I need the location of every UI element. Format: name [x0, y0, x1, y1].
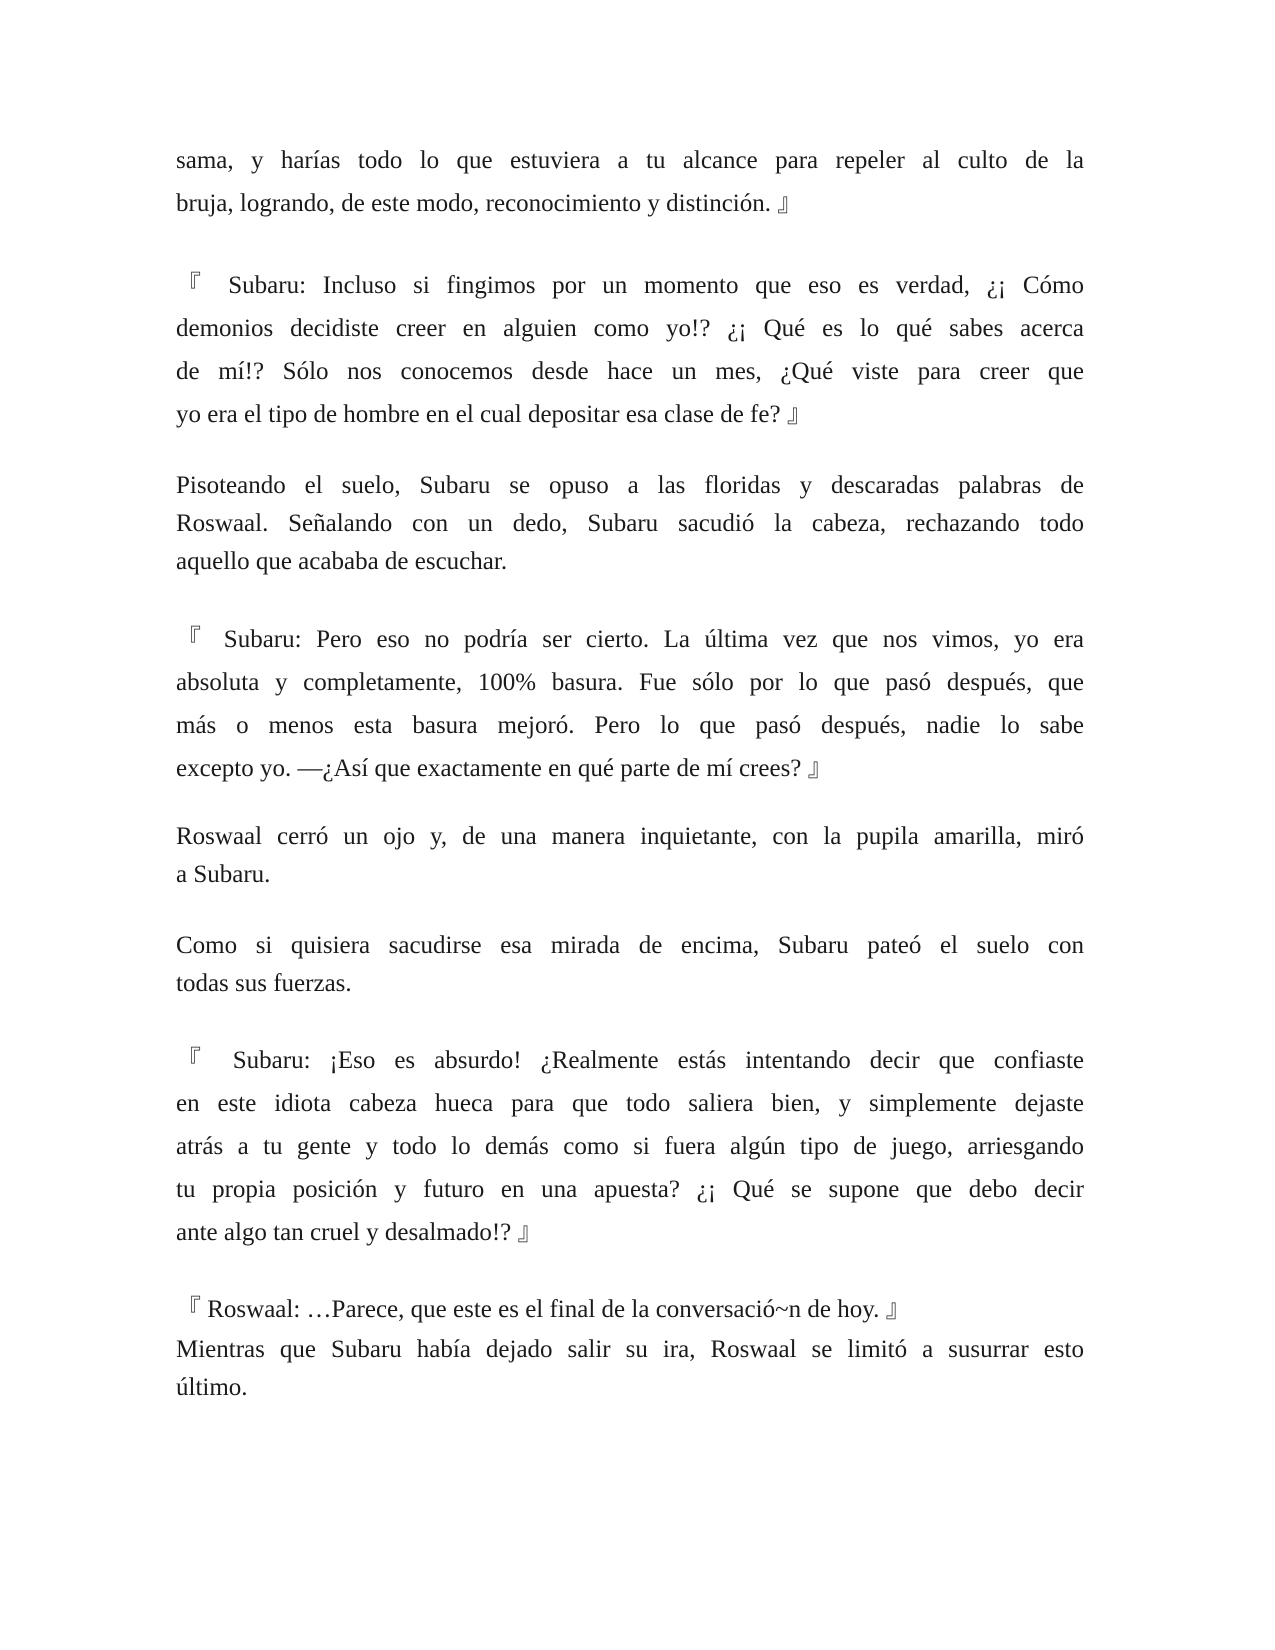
paragraph-roswaal-speech-end	[176, 139, 1084, 225]
paragraph-subaru-dialog-3	[176, 1039, 1084, 1254]
text-line: Como si quisiera sacudirse esa mirada de encima, Subaru pateó el suelo con	[176, 932, 1084, 959]
text-line: excepto yo. —¿Así que exactamente en qué parte de mí crees? 』	[176, 755, 833, 782]
text-line: Roswaal. Señalando con un dedo, Subaru sacudió la cabeza, rechazando todo	[176, 510, 1084, 537]
text-line: último.	[176, 1374, 248, 1401]
text-line: ante algo tan cruel y desalmado!? 』	[176, 1219, 543, 1246]
text-line: 『 Subaru: Incluso si fingimos por un momento que eso es verdad, ¿¡ Cómo	[176, 272, 1084, 299]
text-line: demonios decidiste creer en alguien como yo!? ¿¡ Qué es lo qué sabes acerca	[176, 315, 1084, 342]
text-line: en este idiota cabeza hueca para que todo saliera bien, y simplemente dejaste	[176, 1090, 1084, 1117]
paragraph-roswaal-closing	[176, 1288, 1084, 1407]
paragraph-narration-1	[176, 467, 1084, 581]
paragraph-narration-2	[176, 818, 1084, 894]
text-line: yo era el tipo de hombre en el cual depositar esa clase de fe? 』	[176, 401, 812, 428]
paragraph-narration-3	[176, 927, 1084, 1003]
text-line: aquello que acababa de escuchar.	[176, 548, 508, 575]
text-line: bruja, logrando, de este modo, reconocimiento y distinción. 』	[176, 190, 803, 217]
text-line: a Subaru.	[176, 861, 271, 888]
text-line: tu propia posición y futuro en una apuesta? ¿¡ Qué se supone que debo decir	[176, 1176, 1084, 1203]
text-line: Pisoteando el suelo, Subaru se opuso a las floridas y descaradas palabras de	[176, 472, 1084, 499]
text-line: todas sus fuerzas.	[176, 970, 352, 997]
text-line: 『 Subaru: ¡Eso es absurdo! ¿Realmente estás intentando decir que confiaste	[176, 1047, 1084, 1074]
text-line: Mientras que Subaru había dejado salir su ira, Roswaal se limitó a susurrar esto	[176, 1336, 1084, 1363]
text-line: de mí!? Sólo nos conocemos desde hace un mes, ¿Qué viste para creer que	[176, 358, 1084, 385]
text-line: 『 Subaru: Pero eso no podría ser cierto. La última vez que nos vimos, yo era	[176, 626, 1084, 653]
text-line: 『 Roswaal: …Parece, que este es el final de la conversació~n de hoy. 』	[176, 1296, 911, 1323]
text-line: Roswaal cerró un ojo y, de una manera inquietante, con la pupila amarilla, miró	[176, 823, 1084, 850]
text-line: sama, y harías todo lo que estuviera a tu alcance para repeler al culto de la	[176, 147, 1084, 174]
paragraph-subaru-dialog-1	[176, 264, 1084, 436]
text-line: atrás a tu gente y todo lo demás como si fuera algún tipo de juego, arriesgando	[176, 1133, 1084, 1160]
text-line: más o menos esta basura mejoró. Pero lo que pasó después, nadie lo sabe	[176, 712, 1084, 739]
paragraph-subaru-dialog-2	[176, 618, 1084, 790]
text-line: absoluta y completamente, 100% basura. Fue sólo por lo que pasó después, que	[176, 669, 1084, 696]
